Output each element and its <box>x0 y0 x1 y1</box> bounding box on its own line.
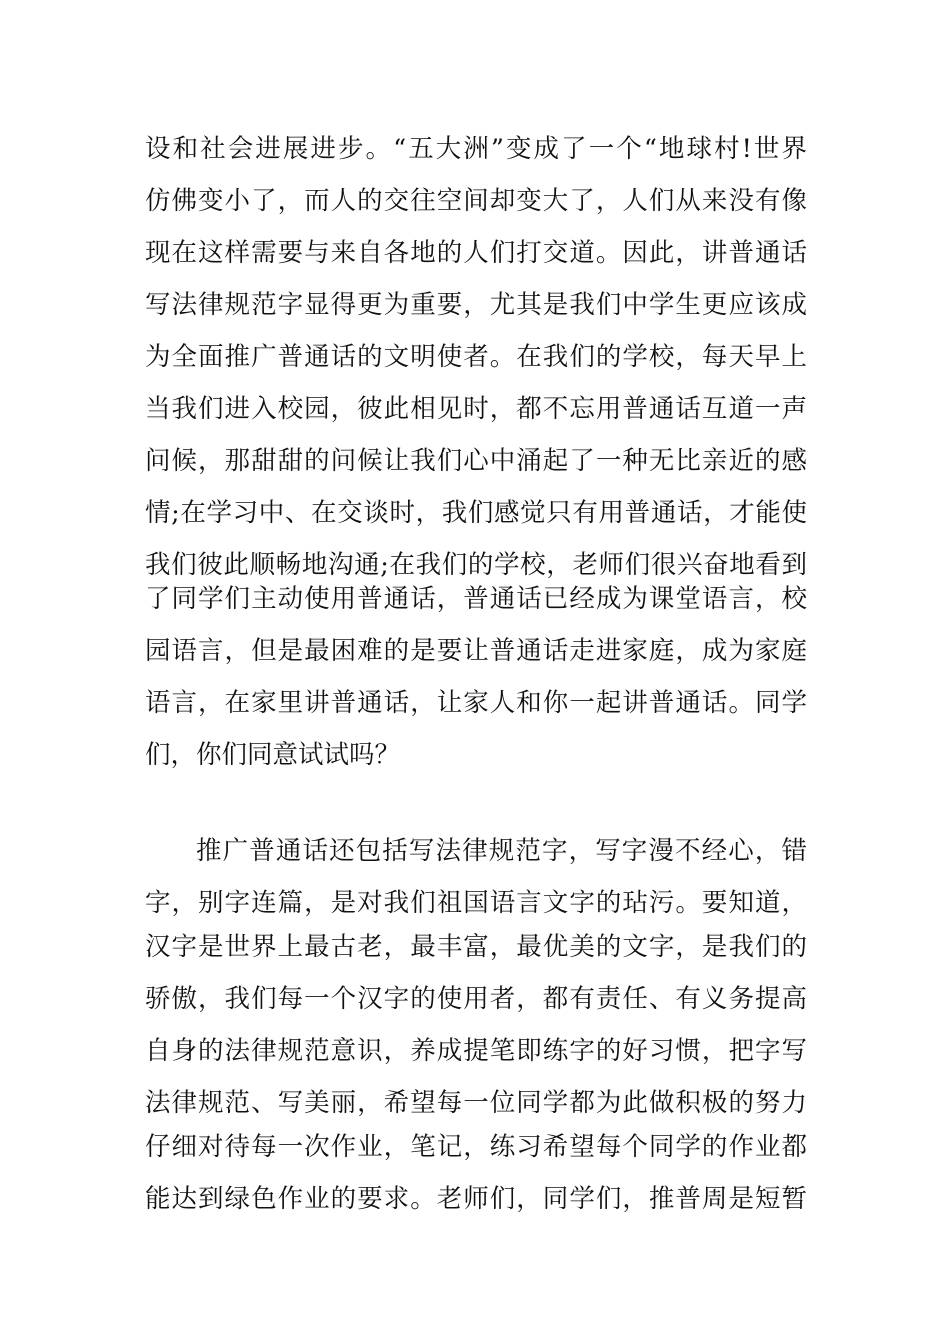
paragraph-2-line-5: 自身的法律规范意识，养成提笔即练字的好习惯，把字写 <box>145 1036 807 1066</box>
paragraph-2-line-6: 法律规范、写美丽，希望每一位同学都为此做积极的努力 <box>145 1088 807 1118</box>
paragraph-2-line-1: 推广普通话还包括写法律规范字，写字漫不经心，错 <box>196 836 807 866</box>
paragraph-1-line-10: 了同学们主动使用普通话，普通话已经成为课堂语言，校 <box>145 584 807 614</box>
paragraph-1-line-11: 园语言，但是最困难的是要让普通话走进家庭，成为家庭 <box>145 636 807 666</box>
paragraph-1-line-5: 为全面推广普通话的文明使者。在我们的学校，每天早上 <box>145 342 807 372</box>
paragraph-1-line-13: 们，你们同意试试吗？ <box>145 740 401 770</box>
paragraph-1-line-8: 情;在学习中、在交谈时，我们感觉只有用普通话，才能使 <box>145 498 807 528</box>
paragraph-1-line-1: 设和社会进展进步。“五大洲”变成了一个“地球村!世界 <box>145 134 807 164</box>
paragraph-1-line-12: 语言，在家里讲普通话，让家人和你一起讲普通话。同学 <box>145 688 807 718</box>
paragraph-2-line-3: 汉字是世界上最古老，最丰富，最优美的文字，是我们的 <box>145 932 807 962</box>
paragraph-1-line-9: 我们彼此顺畅地沟通;在我们的学校，老师们很兴奋地看到 <box>145 550 807 580</box>
paragraph-2-line-8: 能达到绿色作业的要求。老师们，同学们，推普周是短暂 <box>145 1184 807 1214</box>
paragraph-2-line-2: 字，别字连篇，是对我们祖国语言文字的玷污。要知道， <box>145 888 807 918</box>
paragraph-2-line-4: 骄傲，我们每一个汉字的使用者，都有责任、有义务提高 <box>145 984 807 1014</box>
paragraph-1-line-4: 写法律规范字显得更为重要，尤其是我们中学生更应该成 <box>145 290 807 320</box>
paragraph-1-line-6: 当我们进入校园，彼此相见时，都不忘用普通话互道一声 <box>145 394 807 424</box>
paragraph-2-line-7: 仔细对待每一次作业，笔记，练习希望每个同学的作业都 <box>145 1132 807 1162</box>
paragraph-1-line-7: 问候，那甜甜的问候让我们心中涌起了一种无比亲近的感 <box>145 446 807 476</box>
paragraph-1-line-3: 现在这样需要与来自各地的人们打交道。因此，讲普通话 <box>145 238 807 268</box>
paragraph-1-line-2: 仿佛变小了，而人的交往空间却变大了，人们从来没有像 <box>145 186 807 216</box>
